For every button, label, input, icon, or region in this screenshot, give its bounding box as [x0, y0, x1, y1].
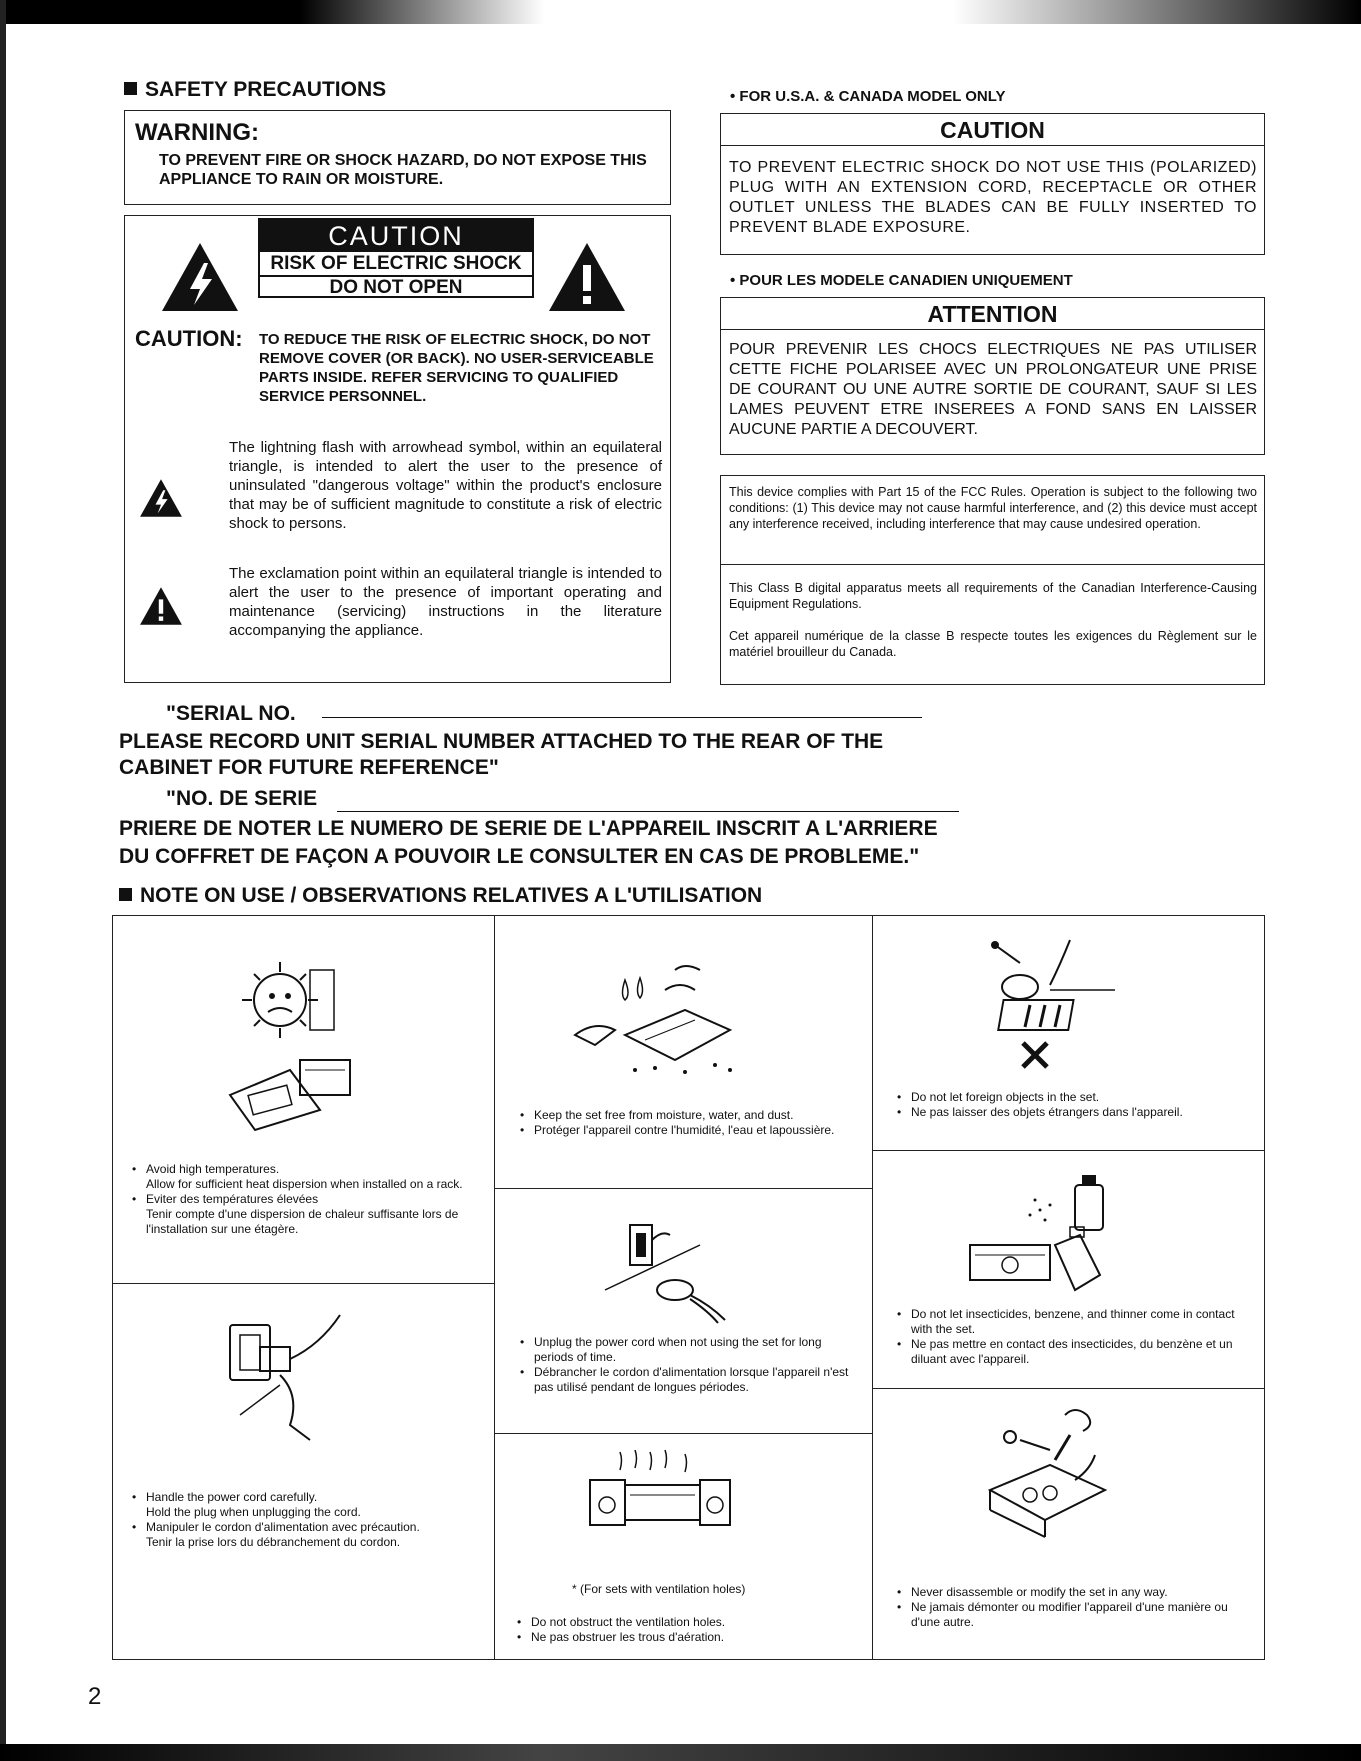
caution-label	[258, 218, 534, 298]
cell-moisture-text	[518, 1108, 853, 1138]
note-divider-h2	[494, 1188, 872, 1189]
warning-text: TO PREVENT FIRE OR SHOCK HAZARD, DO NOT EXPOSE THIS APPLIANCE TO RAIN OR MOISTURE.	[159, 152, 647, 188]
cell-disassemble-text	[895, 1585, 1245, 1630]
exclamation-explanation: The exclamation point within an equilateral triangle is intended to alert the user to the presence of important operating and maintenance (servicing) instructions in the literature accompanying the appliance.	[229, 565, 662, 639]
usa-caution-text: TO PREVENT ELECTRIC SHOCK DO NOT USE THIS (POLARIZED) PLUG WITH AN EXTENSION CORD, RECEPTACLE OR OTHER OUTLET UNLESS THE BLADES CAN BE FULLY INSERTED TO PREVENT BLADE EXPOSURE.	[729, 159, 1257, 236]
usa-caution-title: CAUTION	[721, 114, 1264, 146]
cell-insecticide-bullet-1: • Do not let insecticides, benzene, and thinner come in contact with the set.	[895, 1307, 1245, 1337]
foreign-objects-illustration-icon	[975, 935, 1125, 1075]
scan-top-edge	[0, 0, 1361, 24]
lightning-explanation: The lightning flash with arrowhead symbol, within an equilateral triangle, is intended to alert the user to the presence of uninsulated "dangerous voltage" within the product's enclosure that may be of sufficient magnitude to constitute a risk of electric shock to persons.	[229, 439, 662, 532]
cell-foreign-text	[895, 1090, 1245, 1120]
usa-caution-box	[720, 113, 1265, 255]
heat-illustration-icon	[210, 960, 390, 1135]
note-divider-h3	[494, 1433, 872, 1434]
safety-heading: SAFETY PRECAUTIONS	[124, 78, 386, 102]
moisture-illustration-icon	[565, 940, 755, 1085]
canada-attention-title: ATTENTION	[721, 298, 1264, 330]
caution-title: CAUTION:	[135, 326, 243, 351]
exclamation-small-icon	[139, 586, 183, 626]
caution-label-open: DO NOT OPEN	[329, 277, 463, 298]
class-b-text: This Class B digital apparatus meets all requirements of the Canadian Interference-Causing Equipment Regulations.	[729, 581, 1257, 611]
cell-vent-note: * (For sets with ventilation holes)	[572, 1582, 746, 1596]
fcc-box	[720, 475, 1265, 685]
caution-text: TO REDUCE THE RISK OF ELECTRIC SHOCK, DO NOT REMOVE COVER (OR BACK). NO USER-SERVICEABLE PARTS INSIDE. REFER SERVICING TO QUALIFIED SERVICE PERSONNEL.	[259, 331, 654, 405]
cell-moisture-bullet-1: • Keep the set free from moisture, water, and dust.	[518, 1108, 853, 1123]
cell-cord-bullet-2: • Manipuler le cordon d'alimentation avec précaution. Tenir la prise lors du débranchement du cordon.	[130, 1520, 470, 1550]
fcc-text: This device complies with Part 15 of the FCC Rules. Operation is subject to the following two conditions: (1) This device may not cause harmful interference, and (2) this device must accept any interference received, including interference that may cause undesired operation.	[729, 485, 1257, 531]
cell-moisture-bullet-2: • Protéger l'appareil contre l'humidité, l'eau et lapoussière.	[518, 1123, 853, 1138]
cell-heat-bullet-2: • Eviter des températures élevées Tenir compte d'une dispersion de chaleur suffisante lors de l'installation sur une étagère.	[130, 1192, 470, 1237]
square-bullet-icon	[124, 82, 137, 95]
classe-b-text: Cet appareil numérique de la classe B respecte toutes les exigences du Règlement sur le matériel brouilleur du Canada.	[729, 629, 1257, 659]
caution-label-risk: RISK OF ELECTRIC SHOCK	[260, 252, 532, 277]
serial-write-line	[322, 716, 922, 718]
caution-label-title: CAUTION	[260, 220, 532, 252]
insecticide-illustration-icon	[960, 1165, 1120, 1300]
ventilation-illustration-icon	[585, 1450, 735, 1560]
warning-box	[124, 110, 671, 205]
lightning-small-icon	[139, 478, 183, 518]
cell-vent-bullet-1: • Do not obstruct the ventilation holes.	[515, 1615, 850, 1630]
disassemble-illustration-icon	[975, 1405, 1120, 1540]
note-divider-v1	[494, 915, 495, 1660]
scan-bottom-edge	[0, 1744, 1361, 1761]
cell-unplug-bullet-2: • Débrancher le cordon d'alimentation lorsque l'appareil n'est pas utilisé pendant de longues périodes.	[518, 1365, 853, 1395]
cell-cord-text	[130, 1490, 470, 1550]
cell-heat-text	[130, 1162, 470, 1237]
serial-text-2: CABINET FOR FUTURE REFERENCE"	[119, 756, 499, 779]
note-divider-h1	[112, 1283, 494, 1284]
canada-attention-box	[720, 297, 1265, 455]
unplug-illustration-icon	[600, 1215, 750, 1325]
serial-label: "SERIAL NO.	[166, 702, 296, 725]
cell-foreign-bullet-2: • Ne pas laisser des objets étrangers dans l'appareil.	[895, 1105, 1245, 1120]
cell-insecticide-text	[895, 1307, 1245, 1367]
cell-unplug-bullet-1: • Unplug the power cord when not using the set for long periods of time.	[518, 1335, 853, 1365]
cell-insecticide-bullet-2: • Ne pas mettre en contact des insecticides, du benzène et un diluant avec l'appareil.	[895, 1337, 1245, 1367]
serie-label: "NO. DE SERIE	[166, 787, 318, 810]
serie-text-2: DU COFFRET DE FAÇON A POUVOIR LE CONSULTER EN CAS DE PROBLEME."	[119, 845, 920, 868]
cell-disassemble-bullet-1: • Never disassemble or modify the set in any way.	[895, 1585, 1245, 1600]
note-divider-h5	[872, 1388, 1265, 1389]
cell-cord-bullet-1: • Handle the power cord carefully. Hold the plug when unplugging the cord.	[130, 1490, 470, 1520]
serial-text-1: PLEASE RECORD UNIT SERIAL NUMBER ATTACHED TO THE REAR OF THE	[119, 730, 884, 753]
lightning-triangle-icon	[160, 241, 240, 313]
usa-heading: • FOR U.S.A. & CANADA MODEL ONLY	[730, 88, 1006, 105]
cell-vent-text	[515, 1615, 850, 1645]
canada-heading: • POUR LES MODELE CANADIEN UNIQUEMENT	[730, 272, 1073, 289]
canada-attention-text: POUR PREVENIR LES CHOCS ELECTRIQUES NE PAS UTILISER CETTE FICHE POLARISEE AVEC UN PROLONGATEUR UNE PRISE DE COURANT OU UNE AUTRE SORTIE DE COURANT, SAUF SI LES LAMES PEUVENT ETRE INSEREES A FOND SANS EN LAISSER AUCUNE PARTIE A DECOUVERT.	[729, 341, 1257, 438]
caution-box	[124, 215, 671, 683]
serie-text-1: PRIERE DE NOTER LE NUMERO DE SERIE DE L'APPAREIL INSCRIT A L'ARRIERE	[119, 817, 938, 840]
square-bullet-icon	[119, 888, 132, 901]
note-divider-v2	[872, 915, 873, 1660]
cell-vent-bullet-2: • Ne pas obstruer les trous d'aération.	[515, 1630, 850, 1645]
scan-left-edge	[0, 0, 6, 1761]
note-heading: NOTE ON USE / OBSERVATIONS RELATIVES A L'UTILISATION	[119, 884, 762, 908]
fcc-divider	[721, 564, 1264, 565]
warning-title: WARNING:	[135, 119, 259, 146]
cell-disassemble-bullet-2: • Ne jamais démonter ou modifier l'appareil d'une manière ou d'une autre.	[895, 1600, 1245, 1630]
note-divider-h4	[872, 1150, 1265, 1151]
power-cord-illustration-icon	[220, 1305, 360, 1445]
page-number: 2	[88, 1683, 102, 1710]
serie-write-line	[337, 810, 959, 812]
exclamation-triangle-icon	[547, 241, 627, 313]
cell-heat-bullet-1: • Avoid high temperatures. Allow for sufficient heat dispersion when installed on a rack.	[130, 1162, 470, 1192]
cell-unplug-text	[518, 1335, 853, 1395]
cell-foreign-bullet-1: • Do not let foreign objects in the set.	[895, 1090, 1245, 1105]
